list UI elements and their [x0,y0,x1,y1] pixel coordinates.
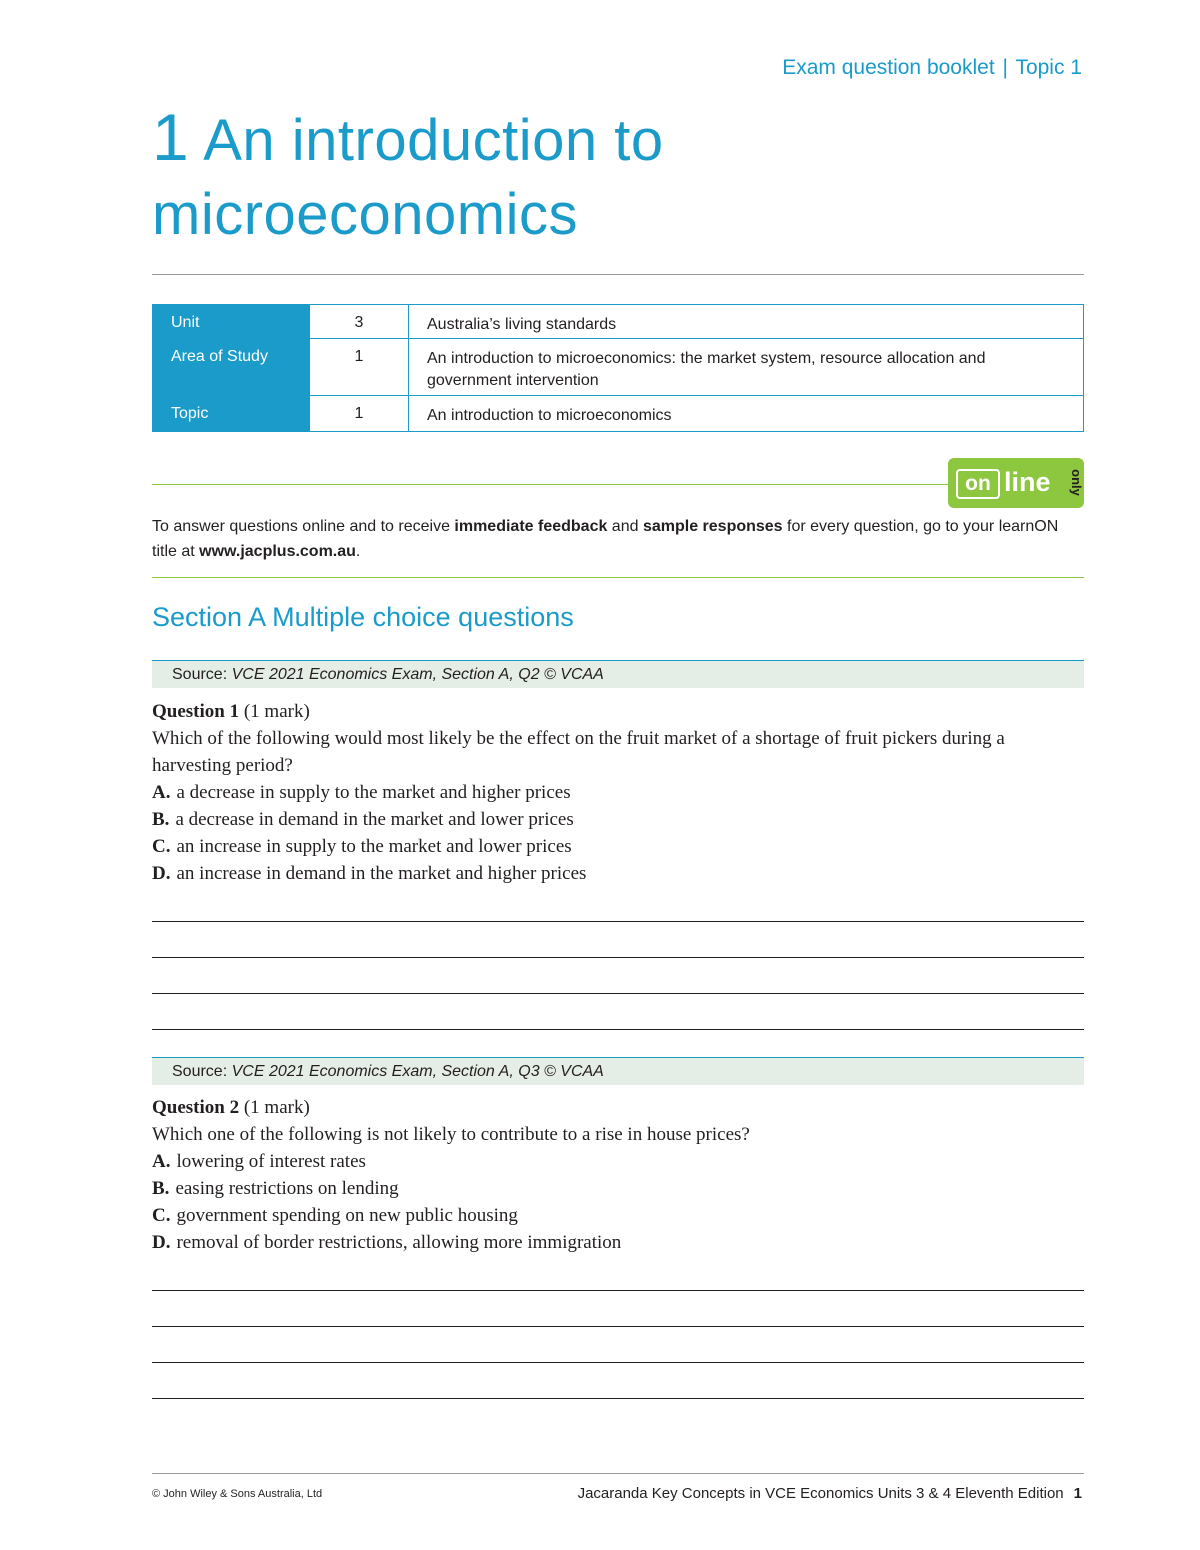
footer-divider [152,1473,1084,1474]
badge-on-text: on [956,469,1000,499]
answer-line[interactable] [152,957,1084,958]
jacplus-link[interactable]: www.jacplus.com.au [199,542,356,560]
question-number: Question 1 [152,701,240,722]
curriculum-info-table [152,304,1084,432]
table-row [153,339,1084,396]
option-text: removal of border restrictions, allowing more immigration [176,1232,622,1253]
option-letter: D. [152,863,171,884]
answer-line[interactable] [152,993,1084,994]
option-letter: C. [152,1205,171,1226]
badge-line-text: line [1004,467,1051,497]
option-letter: B. [152,809,170,830]
question-1 [152,698,1072,887]
online-instructions [152,515,1072,564]
row-description: An introduction to microeconomics [409,396,1084,432]
option-b[interactable] [152,806,1072,833]
option-letter: D. [152,1232,171,1253]
source-label: Source: [172,1063,228,1080]
source-label: Source: [172,666,228,683]
option-c[interactable] [152,1202,1072,1229]
question-marks: (1 mark) [243,1097,310,1118]
option-text: government spending on new public housing [176,1205,518,1226]
answer-line[interactable] [152,1290,1084,1291]
online-only-badge [948,458,1084,508]
option-text: a decrease in supply to the market and higher prices [176,782,571,803]
option-d[interactable] [152,860,1072,887]
source-text: VCE 2021 Economics Exam, Section A, Q2 © VCAA [231,666,604,683]
badge-only-text: only [1069,469,1085,496]
question-text: Which one of the following is not likely to contribute to a rise in house prices? [152,1124,750,1145]
option-text: a decrease in demand in the market and lower prices [175,809,574,830]
row-label: Unit [153,305,310,339]
row-number: 1 [310,339,409,396]
page-number: 1 [1073,1485,1082,1502]
answer-line[interactable] [152,1398,1084,1399]
option-text: an increase in demand in the market and higher prices [176,863,587,884]
table-row [153,305,1084,339]
row-number: 3 [310,305,409,339]
header-separator: | [1002,56,1008,79]
booklet-header [782,56,1082,80]
note-bold: sample responses [642,518,783,535]
option-a[interactable] [152,779,1072,806]
option-letter: A. [152,1151,171,1172]
option-text: an increase in supply to the market and lower prices [176,836,572,857]
source-text: VCE 2021 Economics Exam, Section A, Q3 © VCAA [231,1063,604,1080]
online-divider [152,484,952,485]
option-letter: C. [152,836,171,857]
row-description: Australia’s living standards [409,305,1084,339]
option-letter: A. [152,782,171,803]
note-text: To answer questions online and to receive [152,518,455,535]
row-label: Area of Study [153,339,310,396]
note-text: for every question, go to your learnON title at [152,518,1059,560]
answer-line[interactable] [152,1029,1084,1030]
answer-line[interactable] [152,1362,1084,1363]
question-number: Question 2 [152,1097,240,1118]
note-divider [152,577,1084,578]
option-d[interactable] [152,1229,1072,1256]
chapter-number: 1 [152,100,190,174]
question-source [152,660,1084,688]
table-row [153,396,1084,432]
option-letter: B. [152,1178,170,1199]
topic-label: Topic 1 [1015,56,1082,79]
question-title [152,1094,1072,1121]
chapter-title-text: An introduction to microeconomics [152,108,664,247]
option-a[interactable] [152,1148,1072,1175]
footer-book-title: Jacaranda Key Concepts in VCE Economics Units 3 & 4 Eleventh Edition [577,1485,1064,1502]
note-text: . [355,542,361,560]
question-title [152,698,1072,725]
section-heading: Section A Multiple choice questions [152,602,574,632]
note-bold: immediate feedback [454,518,608,535]
chapter-title [152,100,1092,252]
answer-line[interactable] [152,921,1084,922]
row-number: 1 [310,396,409,432]
question-text: Which of the following would most likely be the effect on the fruit market of a shortage of fruit pickers during a harvesting period? [152,728,1005,776]
question-marks: (1 mark) [243,701,310,722]
footer-copyright: © John Wiley & Sons Australia, Ltd [152,1488,323,1500]
question-2 [152,1094,1072,1256]
row-label: Topic [153,396,310,432]
footer-book-info [578,1485,1082,1502]
note-text: and [607,518,643,535]
booklet-label: Exam question booklet [782,56,995,79]
option-text: easing restrictions on lending [175,1178,399,1199]
answer-line[interactable] [152,1326,1084,1327]
option-text: lowering of interest rates [176,1151,366,1172]
title-divider [152,274,1084,275]
row-description: An introduction to microeconomics: the market system, resource allocation and government intervention [409,339,1084,396]
option-c[interactable] [152,833,1072,860]
option-b[interactable] [152,1175,1072,1202]
question-source [152,1057,1084,1085]
